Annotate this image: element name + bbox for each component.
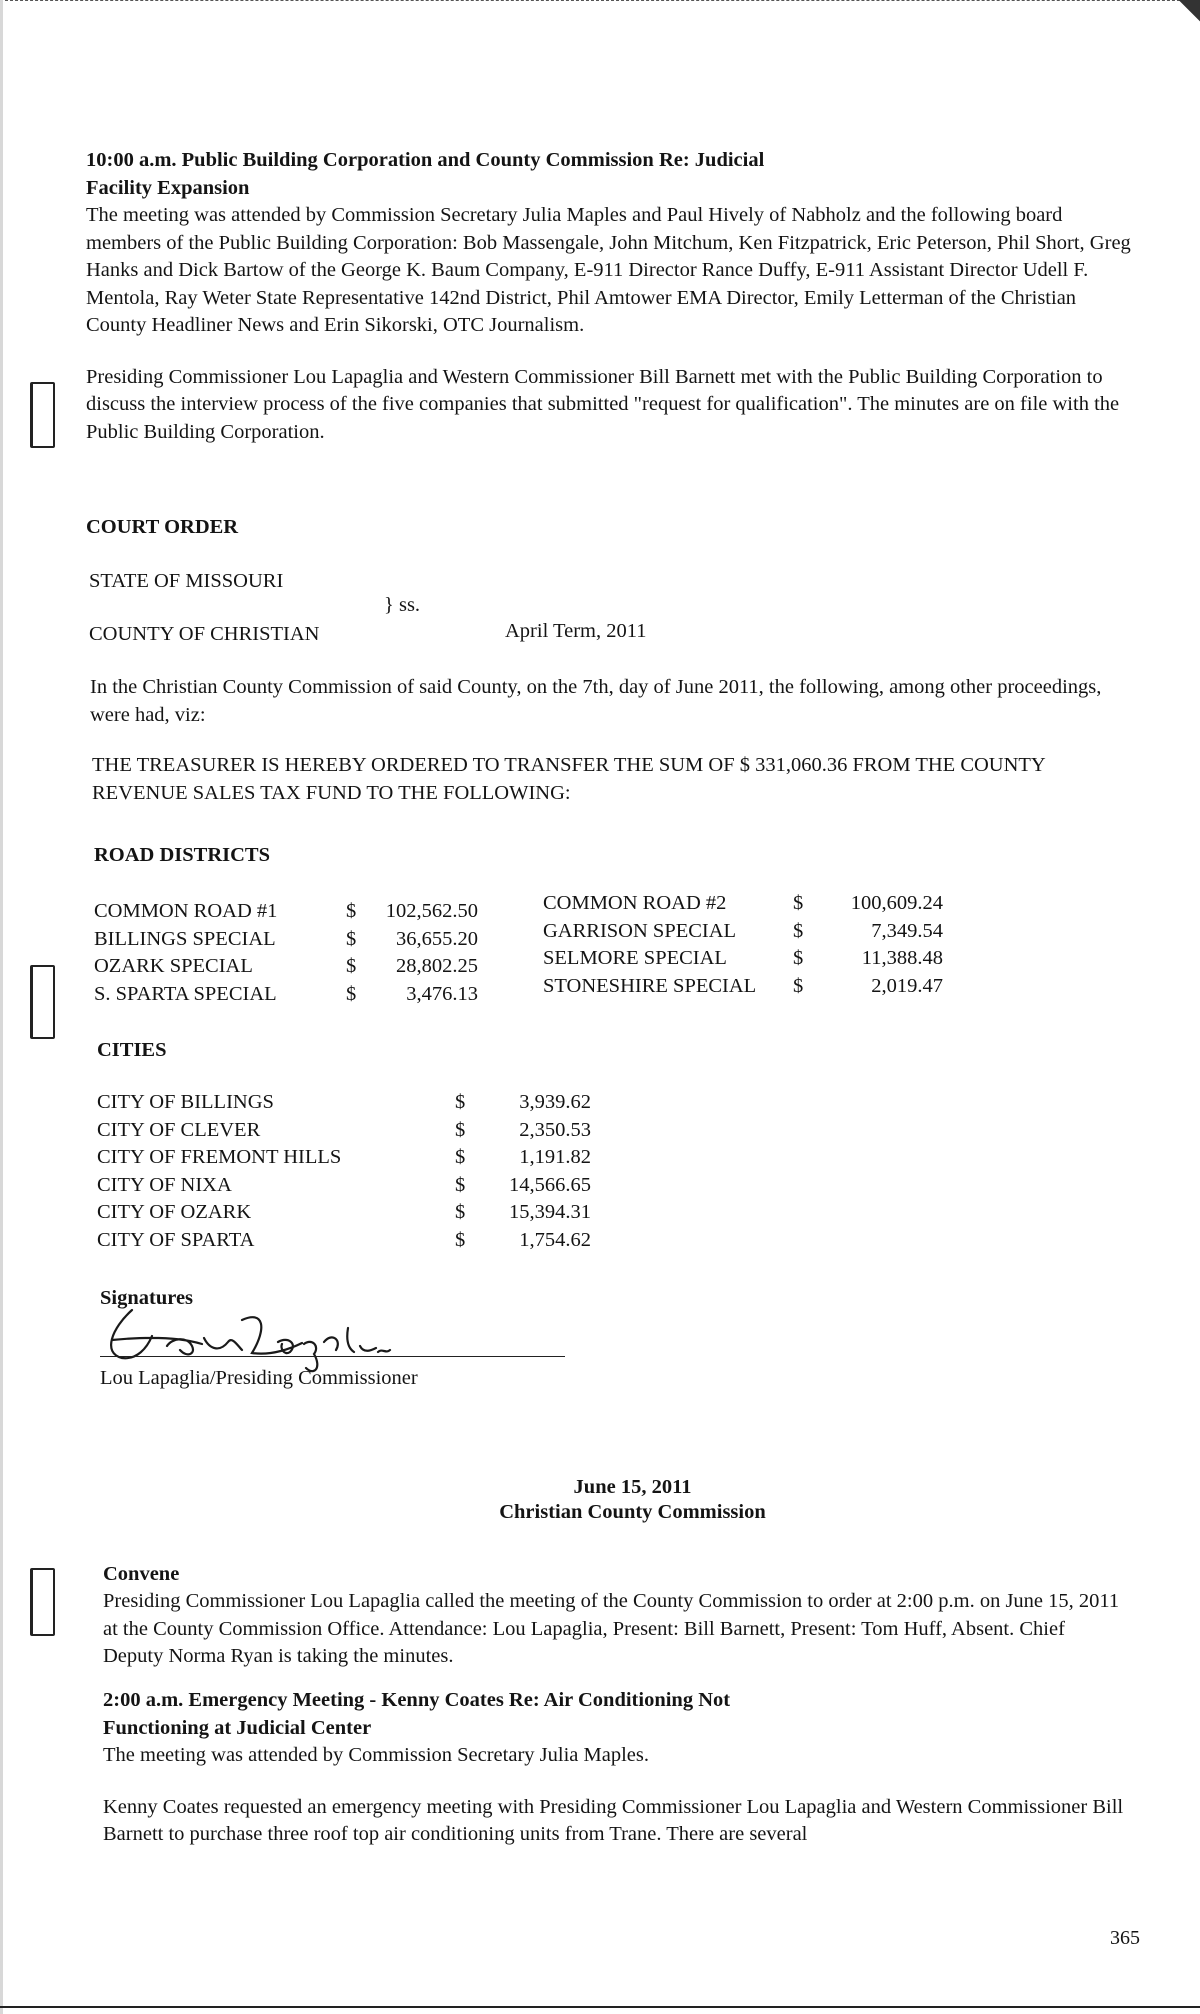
entry-name: CITY OF CLEVER	[97, 1118, 261, 1141]
attendance-paragraph: The meeting was attended by Commission Secretary Julia Maples and Paul Hively of Nabholz and the following board members of the Public Building Corporation: Bob Massengale, John Mitchum, Ken Fitzpatrick, Eric Peterson, Phil Short, Greg Hanks and Dick Bartow of the George K. Baum Company, E-911 Director Rance Duffy, E-911 Assistant Director Udell F. Mentola, Ray Weter State Representative 142nd District, Phil Amtower EMA Director, Emily Letterman of the Christian County Headliner News and Erin Sikorski, OTC Journalism.	[86, 204, 1131, 336]
emergency-request-paragraph: Kenny Coates requested an emergency meeting with Presiding Commissioner Lou Lapaglia and Western Commissioner Bill Barnett to purchase three roof top air conditioning units from Trane. There are several	[103, 1795, 1124, 1845]
road-district-row	[543, 890, 973, 917]
transfer-order	[92, 752, 1142, 807]
road-district-row	[543, 973, 973, 1000]
entry-amount: 28,802.25	[396, 955, 478, 977]
meeting-body: Christian County Commission	[499, 1501, 766, 1523]
entry-amount: 2,019.47	[871, 974, 943, 997]
entry-name: CITY OF SPARTA	[97, 1228, 255, 1251]
entry-name: CITY OF FREMONT HILLS	[97, 1146, 342, 1168]
entry-amount: 14,566.65	[509, 1173, 591, 1196]
entry-name: COMMON ROAD #1	[94, 900, 278, 922]
road-district-row	[94, 953, 524, 980]
road-districts-heading: ROAD DISTRICTS	[94, 844, 271, 866]
entry-amount: 1,191.82	[519, 1146, 591, 1168]
entry-amount: 3,939.62	[519, 1091, 591, 1113]
scan-bottom-edge	[0, 2006, 1200, 2008]
city-row	[97, 1227, 597, 1254]
scan-top-edge	[0, 0, 1200, 7]
entry-amount: 36,655.20	[396, 927, 478, 950]
city-row	[97, 1089, 597, 1116]
road-district-row	[94, 898, 524, 925]
entry-amount: 3,476.13	[406, 982, 478, 1005]
currency-symbol: $	[793, 892, 804, 914]
convene-heading: Convene	[103, 1563, 180, 1585]
ss-mark: } ss.	[384, 594, 421, 616]
entry-amount: 102,562.50	[385, 900, 478, 922]
currency-symbol: $	[346, 982, 357, 1005]
city-row	[97, 1144, 597, 1171]
road-district-row	[94, 981, 524, 1008]
meeting-date: June 15, 2011	[573, 1476, 692, 1498]
court-order-title: COURT ORDER	[86, 516, 239, 538]
currency-symbol: $	[455, 1228, 466, 1251]
entry-name: CITY OF NIXA	[97, 1173, 232, 1196]
emergency-attendance: The meeting was attended by Commission Secretary Julia Maples.	[103, 1744, 649, 1766]
entry-amount: 100,609.24	[850, 892, 943, 914]
binder-bracket	[30, 1568, 55, 1636]
entry-amount: 7,349.54	[871, 919, 943, 942]
intro-paragraph: In the Christian County Commission of said County, on the 7th, day of June 2011, the following, among other proceedings, were had, viz:	[90, 676, 1102, 726]
currency-symbol: $	[346, 900, 357, 922]
entry-name: COMMON ROAD #2	[543, 892, 727, 914]
signatures-heading: Signatures	[100, 1287, 194, 1309]
term-line: April Term, 2011	[505, 620, 647, 642]
currency-symbol: $	[455, 1146, 466, 1168]
currency-symbol: $	[346, 927, 357, 950]
entry-name: OZARK SPECIAL	[94, 955, 253, 977]
currency-symbol: $	[793, 919, 804, 942]
meeting-summary-paragraph: Presiding Commissioner Lou Lapaglia and Western Commissioner Bill Barnett met with the Public Building Corporation to discuss the interview process of the five companies that submitted "request for qualification". The minutes are on file with the Public Building Corporation.	[86, 365, 1120, 443]
court-order-heading	[86, 513, 1136, 541]
entry-name: GARRISON SPECIAL	[543, 919, 737, 942]
currency-symbol: $	[455, 1173, 466, 1196]
entry-name: SELMORE SPECIAL	[543, 947, 727, 969]
entry-name: BILLINGS SPECIAL	[94, 927, 276, 950]
section-heading: 10:00 a.m. Public Building Corporation and County Commission Re: Judicial	[86, 149, 765, 171]
city-row	[97, 1117, 597, 1144]
page-number: 365	[1110, 1927, 1140, 1949]
entry-amount: 15,394.31	[509, 1201, 591, 1223]
public-building-section	[86, 146, 1136, 446]
road-district-row	[543, 945, 973, 972]
convene-section	[103, 1560, 1128, 1671]
convene-paragraph: Presiding Commissioner Lou Lapaglia called the meeting of the County Commission to order at 2:00 p.m. on June 15, 2011 at the County Commission Office. Attendance: Lou Lapaglia, Present: Bill Barnett, Present: Tom Huff, Absent. Chief Deputy Norma Ryan is taking the minutes.	[103, 1590, 1120, 1667]
section-heading-cont: Facility Expansion	[86, 177, 250, 199]
entry-name: CITY OF BILLINGS	[97, 1091, 274, 1113]
state-line: STATE OF MISSOURI	[89, 570, 284, 592]
entry-name: CITY OF OZARK	[97, 1201, 252, 1223]
currency-symbol: $	[346, 955, 357, 977]
currency-symbol: $	[455, 1201, 466, 1223]
signature-line	[100, 1356, 565, 1357]
court-order-intro	[90, 674, 1140, 729]
road-district-row	[94, 926, 524, 953]
road-district-row	[543, 918, 973, 945]
entry-name: S. SPARTA SPECIAL	[94, 982, 277, 1005]
cities-heading: CITIES	[97, 1039, 167, 1061]
currency-symbol: $	[793, 974, 804, 997]
scan-left-edge	[0, 0, 3, 2014]
signer-name: Lou Lapaglia/Presiding Commissioner	[100, 1367, 418, 1389]
currency-symbol: $	[793, 947, 804, 969]
emergency-heading-cont: Functioning at Judicial Center	[103, 1717, 372, 1739]
entry-amount: 1,754.62	[519, 1228, 591, 1251]
county-line: COUNTY OF CHRISTIAN	[89, 623, 320, 645]
entry-amount: 2,350.53	[519, 1118, 591, 1141]
entry-name: STONESHIRE SPECIAL	[543, 974, 757, 997]
binder-bracket	[30, 382, 55, 448]
binder-bracket	[30, 965, 55, 1039]
city-row	[97, 1172, 597, 1199]
entry-amount: 11,388.48	[861, 947, 943, 969]
emergency-meeting-section	[103, 1686, 1128, 1849]
emergency-heading: 2:00 a.m. Emergency Meeting - Kenny Coates Re: Air Conditioning Not	[103, 1689, 731, 1711]
currency-symbol: $	[455, 1091, 466, 1113]
currency-symbol: $	[455, 1118, 466, 1141]
scan-corner-mark	[1170, 0, 1200, 40]
transfer-order-text: THE TREASURER IS HEREBY ORDERED TO TRANSFER THE SUM OF $ 331,060.36 FROM THE COUNTY REVENUE SALES TAX FUND TO THE FOLLOWING:	[92, 754, 1045, 804]
city-row	[97, 1199, 597, 1226]
